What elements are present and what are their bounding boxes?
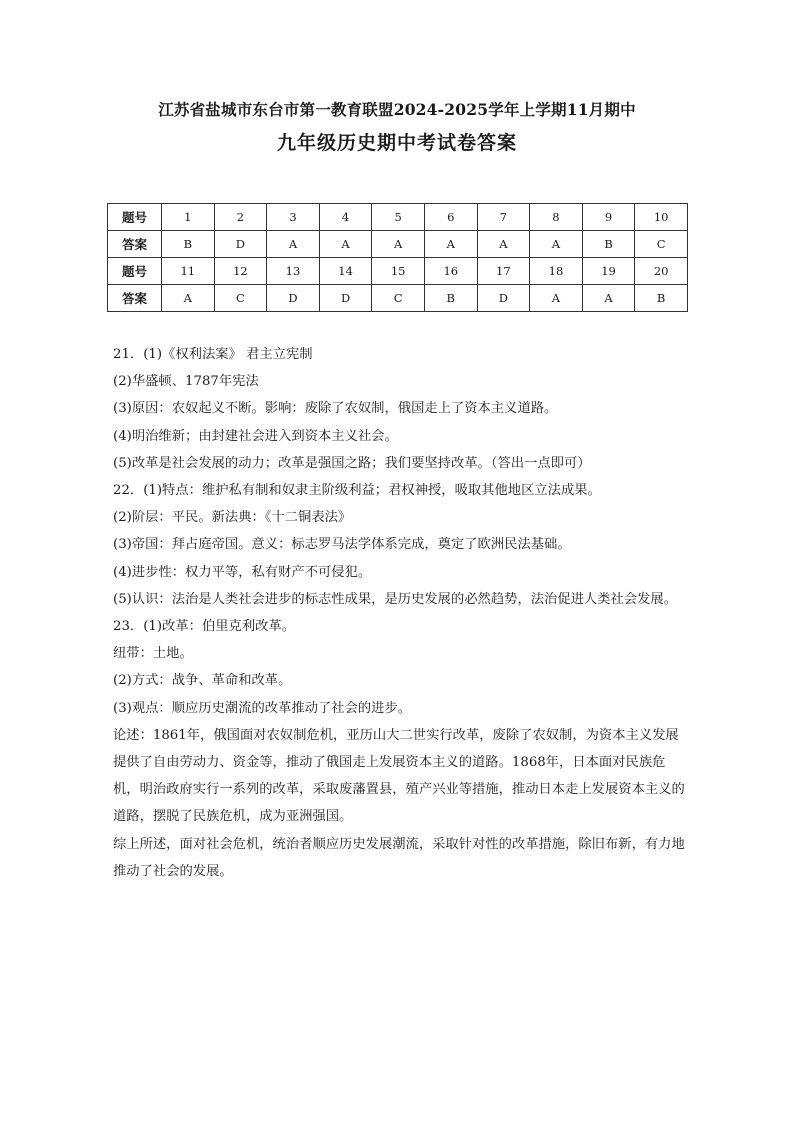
answer-line: (2)阶层：平民。新法典：《十二铜表法》 — [113, 510, 352, 526]
answer-line: (3)原因：农奴起义不断。影响：废除了农奴制，俄国走上了资本主义道路。 — [113, 401, 558, 417]
answer-line: (3)观点：顺应历史潮流的改革推动了社会的进步。 — [113, 700, 412, 716]
table-cell: C — [372, 285, 425, 312]
table-cell: D — [267, 285, 320, 312]
table-cell: 6 — [424, 204, 477, 231]
row-label: 题号 — [108, 258, 162, 285]
table-cell: 9 — [582, 204, 635, 231]
table-cell: B — [162, 231, 215, 258]
table-cell: A — [477, 231, 530, 258]
answer-key-title: 九年级历史期中考试卷答案 — [276, 132, 517, 154]
table-cell: D — [477, 285, 530, 312]
table-cell: 13 — [267, 258, 320, 285]
answer-line: (5)改革是社会发展的动力；改革是强国之路；我们要坚持改革。（答出一点即可） — [113, 455, 591, 471]
table-cell: 5 — [372, 204, 425, 231]
table-cell: B — [582, 231, 635, 258]
table-cell: 10 — [635, 204, 688, 231]
row-label: 答案 — [108, 231, 162, 258]
table-cell: 19 — [582, 258, 635, 285]
table-row — [108, 285, 688, 312]
answer-line: (4)明治维新；由封建社会进入到资本主义社会。 — [113, 428, 398, 444]
answer-explanations — [113, 341, 685, 885]
answer-line: 论述：1861年，俄国面对农奴制危机，亚历山大二世实行改革，废除了农奴制，为资本主义发展提供了自由劳动力、资金等，推动了俄国走上发展资本主义的道路。1868年，日本面对民族危机，明治政府实行一系列的改革，采取废藩置县，殖产兴业等措施，推动日本走上发展资本主义的道路，摆脱了民族危机，成为亚洲强国。 — [113, 727, 685, 825]
table-cell: B — [424, 285, 477, 312]
table-cell: D — [214, 231, 267, 258]
answer-line: (2)方式：战争、革命和改革。 — [113, 673, 292, 689]
table-cell: 11 — [162, 258, 215, 285]
table-cell: D — [319, 285, 372, 312]
table-cell: A — [424, 231, 477, 258]
answer-line: (5)认识：法治是人类社会进步的标志性成果，是历史发展的必然趋势，法治促进人类社会发展。 — [113, 591, 678, 607]
table-cell: 2 — [214, 204, 267, 231]
table-cell: A — [319, 231, 372, 258]
answer-line: 纽带：土地。 — [113, 646, 193, 662]
answer-table — [107, 203, 688, 312]
table-cell: 12 — [214, 258, 267, 285]
answer-line: 22．(1)特点：维护私有制和奴隶主阶级利益；君权神授，吸取其他地区立法成果。 — [113, 483, 601, 499]
row-label: 题号 — [108, 204, 162, 231]
table-row — [108, 231, 688, 258]
answer-line: 21．(1)《权利法案》 君主立宪制 — [113, 347, 313, 362]
table-cell: 4 — [319, 204, 372, 231]
table-cell: A — [530, 285, 583, 312]
table-cell: A — [267, 231, 320, 258]
table-cell: A — [162, 285, 215, 312]
table-cell: C — [635, 231, 688, 258]
answer-line: (4)进步性：权力平等，私有财产不可侵犯。 — [113, 564, 372, 580]
table-cell: 15 — [372, 258, 425, 285]
table-cell: 18 — [530, 258, 583, 285]
table-cell: B — [635, 285, 688, 312]
table-cell: C — [214, 285, 267, 312]
row-label: 答案 — [108, 285, 162, 312]
answer-line: 综上所述，面对社会危机，统治者顺应历史发展潮流，采取针对性的改革措施，除旧布新，有力地推动了社会的发展。 — [113, 836, 685, 879]
table-row — [108, 258, 688, 285]
table-cell: 1 — [162, 204, 215, 231]
table-cell: 17 — [477, 258, 530, 285]
answer-line: 23．(1)改革：伯里克利改革。 — [113, 619, 296, 635]
answer-line: (3)帝国：拜占庭帝国。意义：标志罗马法学体系完成，奠定了欧洲民法基础。 — [113, 537, 571, 553]
table-row — [108, 204, 688, 231]
table-cell: 7 — [477, 204, 530, 231]
table-cell: 16 — [424, 258, 477, 285]
table-cell: A — [582, 285, 635, 312]
answer-line: (2)华盛顿、1787年宪法 — [113, 374, 259, 390]
table-cell: 14 — [319, 258, 372, 285]
table-cell: A — [530, 231, 583, 258]
table-cell: 8 — [530, 204, 583, 231]
table-cell: 20 — [635, 258, 688, 285]
table-cell: A — [372, 231, 425, 258]
table-cell: 3 — [267, 204, 320, 231]
exam-source-title: 江苏省盐城市东台市第一教育联盟2024-2025学年上学期11月期中 — [158, 100, 636, 119]
